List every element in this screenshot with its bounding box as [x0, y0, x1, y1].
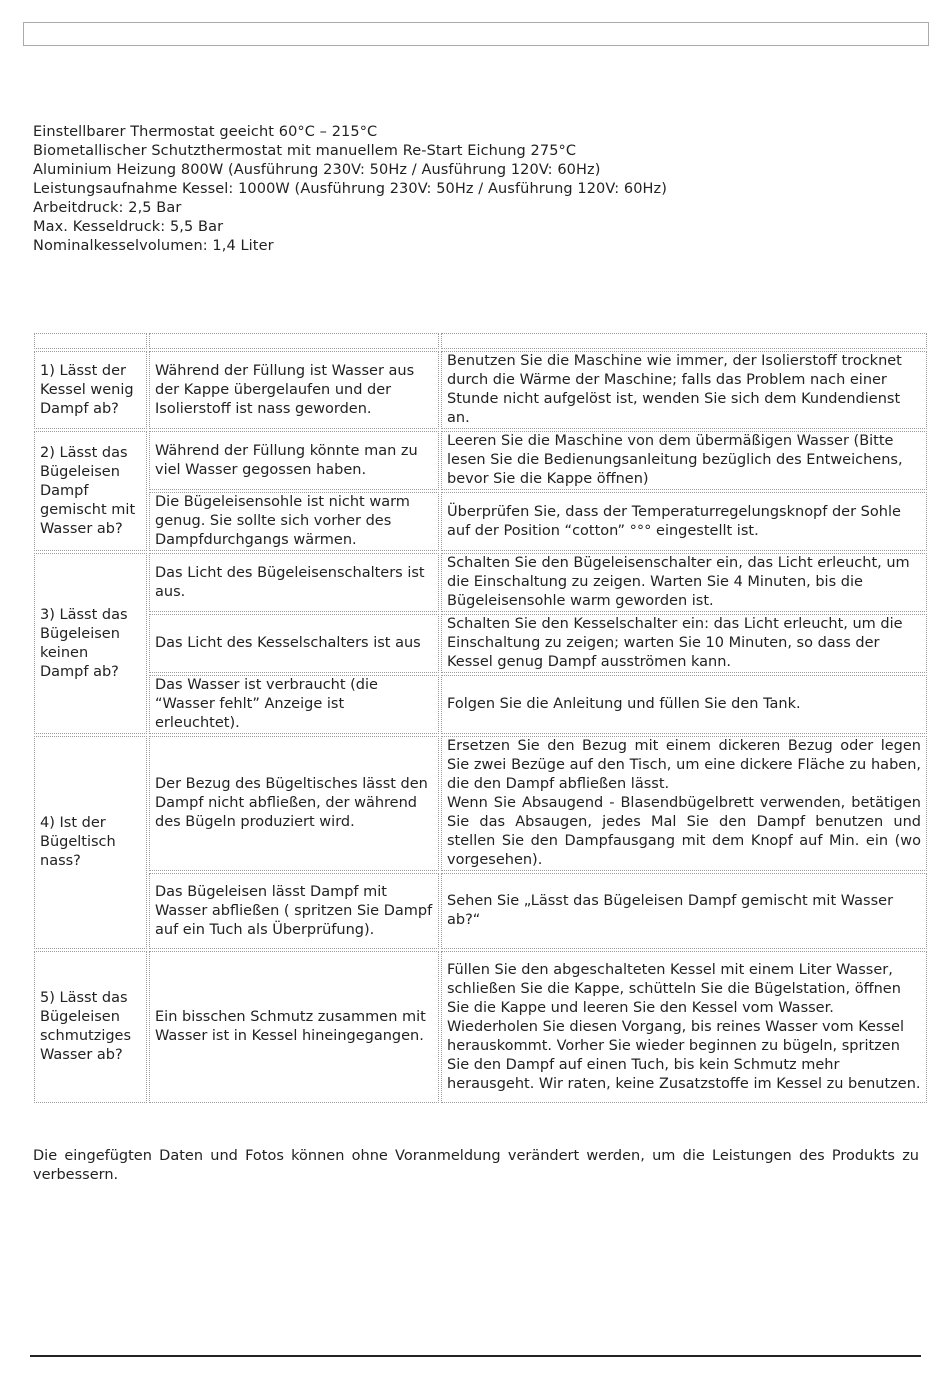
problem-cell: 2) Lässt das Bügeleisen Dampf gemischt mit Wasser ab? [34, 431, 147, 551]
cause-cell: Während der Füllung ist Wasser aus der Kappe übergelaufen und der Isolierstoff ist nass geworden. [149, 351, 439, 429]
table-row [34, 675, 927, 734]
table-row [34, 492, 927, 551]
disclaimer-note: Die eingefügten Daten und Fotos können ohne Voranmeldung verändert werden, um die Leistungen des Produkts zu verbessern. [33, 1148, 919, 1183]
table-row [34, 553, 927, 612]
bottom-divider [30, 1355, 921, 1357]
cause-cell: Der Bezug des Bügeltisches lässt den Dampf nicht abfließen, der während des Bügeln produziert wird. [149, 736, 439, 871]
cause-cell: Das Licht des Bügeleisenschalters ist aus. [149, 553, 439, 612]
specifications-list [33, 123, 913, 256]
cause-cell: Das Licht des Kesselschalters ist aus [149, 614, 439, 673]
table-row [34, 951, 927, 1103]
spec-line: Arbeitdruck: 2,5 Bar [33, 200, 182, 216]
spec-line: Max. Kesseldruck: 5,5 Bar [33, 219, 224, 235]
spec-line: Biometallischer Schutzthermostat mit manuellem Re-Start Eichung 275°C [33, 143, 577, 159]
cause-cell: Ein bisschen Schmutz zusammen mit Wasser ist in Kessel hineingegangen. [149, 951, 439, 1103]
table-row [34, 351, 927, 429]
cause-cell: Während der Füllung könnte man zu viel Wasser gegossen haben. [149, 431, 439, 490]
problem-cell: 3) Lässt das Bügeleisen keinen Dampf ab? [34, 553, 147, 734]
table-row [34, 873, 927, 949]
cause-cell: Das Bügeleisen lässt Dampf mit Wasser abfließen ( spritzen Sie Dampf auf ein Tuch als Überprüfung). [149, 873, 439, 949]
solution-cell [441, 736, 927, 871]
troubleshooting-table [32, 331, 929, 1105]
table-row [34, 614, 927, 673]
table-row [34, 431, 927, 490]
header-frame [23, 22, 929, 46]
solution-cell: Füllen Sie den abgeschalteten Kessel mit einem Liter Wasser, schließen Sie die Kappe, schütteln Sie die Bügelstation, öffnen Sie die Kappe und leeren Sie den Kessel vom Wasser. Wiederholen Sie diesen Vorgang, bis reines Wasser vom Kessel herauskommt. Vorher Sie wieder beginnen zu bügeln, spritzen Sie den Dampf auf einen Tuch, bis kein Schmutz mehr herausgeht. Wir raten, keine Zusatzstoffe im Kessel zu benutzen. [441, 951, 927, 1103]
spec-line: Leistungsaufnahme Kessel: 1000W (Ausführung 230V: 50Hz / Ausführung 120V: 60Hz) [33, 181, 668, 197]
table-row [34, 736, 927, 871]
solution-cell: Benutzen Sie die Maschine wie immer, der Isolierstoff trocknet durch die Wärme der Maschine; falls das Problem nach einer Stunde nicht aufgelöst ist, wenden Sie sich dem Kundendienst an. [441, 351, 927, 429]
solution-cell: Schalten Sie den Bügeleisenschalter ein, das Licht erleucht, um die Einschaltung zu zeigen. Warten Sie 4 Minuten, bis die Bügeleisensohle warm geworden ist. [441, 553, 927, 612]
solution-cell: Sehen Sie „Lässt das Bügeleisen Dampf gemischt mit Wasser ab?“ [441, 873, 927, 949]
problem-cell: 5) Lässt das Bügeleisen schmutziges Wasser ab? [34, 951, 147, 1103]
solution-cell: Leeren Sie die Maschine von dem übermäßigen Wasser (Bitte lesen Sie die Bedienungsanleitung bezüglich des Entweichens, bevor Sie die Kappe öffnen) [441, 431, 927, 490]
solution-cell: Schalten Sie den Kesselschalter ein: das Licht erleucht, um die Einschaltung zu zeigen; warten Sie 10 Minuten, so dass der Kessel genug Dampf ausströmen kann. [441, 614, 927, 673]
solution-paragraph: Ersetzen Sie den Bezug mit einem dickeren Bezug oder legen Sie zwei Bezüge auf den Tisch, um eine dickere Fläche zu haben, die den Dampf abfließen lässt. [447, 738, 921, 792]
solution-paragraph: Wenn Sie Absaugend - Blasendbügelbrett verwenden, betätigen Sie das Absaugen, jedes Mal Sie den Dampf benutzen und stellen Sie den Dampfausgang mit dem Knopf auf Min. ein (wo vorgesehen). [447, 795, 921, 868]
solution-cell: Überprüfen Sie, dass der Temperaturregelungsknopf der Sohle auf der Position “cotton” °°° eingestellt ist. [441, 492, 927, 551]
solution-cell: Folgen Sie die Anleitung und füllen Sie den Tank. [441, 675, 927, 734]
problem-cell: 4) Ist der Bügeltisch nass? [34, 736, 147, 949]
table-header-spacer [34, 333, 927, 349]
cause-cell: Die Bügeleisensohle ist nicht warm genug. Sie sollte sich vorher des Dampfdurchgangs wärmen. [149, 492, 439, 551]
spec-line: Einstellbarer Thermostat geeicht 60°C – 215°C [33, 124, 378, 140]
cause-cell: Das Wasser ist verbraucht (die “Wasser fehlt” Anzeige ist erleuchtet). [149, 675, 439, 734]
spec-line: Nominalkesselvolumen: 1,4 Liter [33, 238, 274, 254]
spec-line: Aluminium Heizung 800W (Ausführung 230V: 50Hz / Ausführung 120V: 60Hz) [33, 162, 601, 178]
problem-cell: 1) Lässt der Kessel wenig Dampf ab? [34, 351, 147, 429]
